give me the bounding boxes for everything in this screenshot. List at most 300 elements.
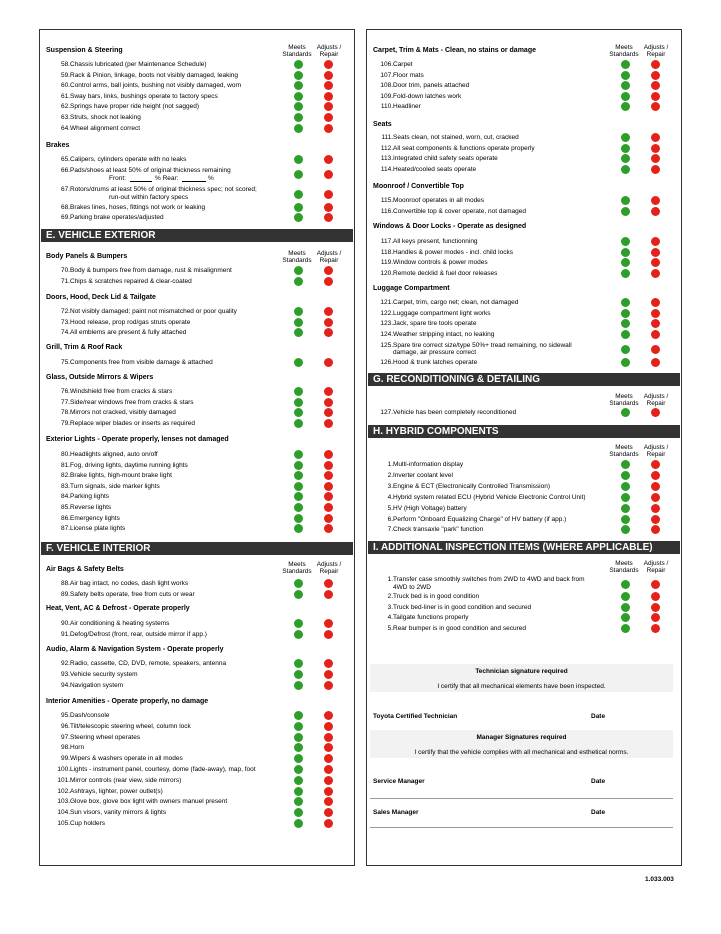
item-text: Remote decklid & fuel door releases	[393, 269, 498, 277]
item-number: 111.	[381, 134, 393, 141]
section-f-header: F. VEHICLE INTERIOR	[41, 542, 353, 555]
checklist-item	[40, 319, 354, 328]
meets-standards-dot	[294, 579, 303, 588]
meets-standards-dot	[294, 213, 303, 222]
adjusts-repair-header: Adjusts / Repair	[316, 44, 342, 58]
meets-standards-dot	[621, 196, 630, 205]
checklist-item	[40, 723, 354, 732]
meets-standards-dot	[294, 659, 303, 668]
adjusts-repair-dot	[651, 482, 660, 491]
meets-standards-dot	[621, 144, 630, 153]
checklist-item	[40, 483, 354, 492]
checklist-item	[367, 197, 681, 206]
checklist-item	[40, 329, 354, 338]
meets-standards-dot	[621, 515, 630, 524]
adjusts-repair-dot	[651, 525, 660, 534]
item-number: 6.	[387, 515, 393, 523]
checklist-item	[40, 788, 354, 797]
item-text: Transfer case smoothly switches from 2WD to 4WD and back from	[393, 576, 585, 583]
adjusts-repair-dot	[651, 613, 660, 622]
blank-line	[130, 175, 152, 182]
checklist-item	[367, 249, 681, 258]
item-number: 125.	[380, 342, 393, 349]
meets-standards-dot	[294, 787, 303, 796]
item-text: Truck bed-liner is in good condition and secured	[393, 603, 532, 611]
item-number: 7.	[387, 526, 393, 534]
item-text: Luggage compartment light works	[393, 309, 491, 317]
checklist-item	[40, 103, 354, 112]
checklist-item	[40, 809, 354, 818]
meets-standards-dot	[621, 525, 630, 534]
meets-standards-dot	[621, 60, 630, 69]
adjusts-repair-dot	[324, 328, 333, 337]
left-column	[39, 29, 355, 866]
item-number: 73.	[60, 318, 70, 326]
meets-standards-dot	[294, 681, 303, 690]
adjusts-repair-dot	[651, 269, 660, 278]
item-number: 107.	[380, 71, 393, 79]
subsection-title: Audio, Alarm & Navigation System - Operate properly	[46, 646, 224, 653]
item-text: Sun visors, vanity mirrors & lights	[70, 809, 167, 817]
item-text: Headliner	[393, 103, 421, 111]
checklist-item	[367, 310, 681, 319]
adjusts-repair-dot	[324, 113, 333, 122]
checklist-item	[40, 204, 354, 213]
checklist-item	[40, 472, 354, 481]
item-number: 72.	[60, 308, 70, 315]
meets-standards-dot	[621, 71, 630, 80]
item-number: 62.	[60, 103, 70, 111]
checklist-item	[367, 61, 681, 70]
adjusts-repair-dot	[324, 579, 333, 588]
item-number: 67.	[60, 186, 70, 193]
meets-standards-dot	[294, 492, 303, 501]
checklist-item	[40, 61, 354, 70]
meets-standards-dot	[294, 450, 303, 459]
item-text: Rear bumper is in good condition and secured	[393, 624, 526, 632]
item-number: 61.	[60, 92, 70, 100]
item-text: Lights - instrument panel, courtesy, dome (fade-away), map, foot	[70, 766, 256, 773]
adjusts-repair-dot	[324, 524, 333, 533]
item-text: Fold-down latches work	[393, 92, 462, 100]
checklist-item	[40, 156, 354, 165]
meets-standards-dot	[621, 81, 630, 90]
adjusts-repair-dot	[324, 450, 333, 459]
item-text: Hybrid system related ECU (Hybrid Vehicle Electronic Control Unit)	[393, 493, 586, 501]
item-text: Brakes lines, hoses, fittings not work or leaking	[70, 204, 206, 211]
service-manager-label: Service Manager	[373, 778, 425, 785]
adjusts-repair-header: Adjusts / Repair	[316, 561, 342, 575]
adjusts-repair-dot	[651, 493, 660, 502]
item-number: 106.	[380, 61, 393, 68]
item-text: Truck bed is in good condition	[393, 593, 480, 600]
subsection-title: Heat, Vent, AC & Defrost - Operate properly	[46, 605, 190, 612]
item-text: Sway bars, links, bushings operate to factory specs	[70, 92, 218, 100]
item-text: Calipers, cylinders operate with no leaks	[70, 156, 187, 163]
item-text: Replace wiper blades or inserts as required	[70, 419, 196, 427]
adjusts-repair-dot	[651, 592, 660, 601]
meets-standards-dot	[294, 124, 303, 133]
meets-standards-dot	[294, 358, 303, 367]
item-number: 87.	[60, 525, 70, 533]
checklist-item	[40, 671, 354, 680]
adjusts-repair-dot	[324, 318, 333, 327]
adjusts-repair-dot	[324, 670, 333, 679]
item-text: Steering wheel operates	[70, 733, 141, 741]
meets-standards-dot	[294, 170, 303, 179]
meets-standards-dot	[294, 113, 303, 122]
checklist-item	[40, 660, 354, 669]
item-text: Body & bumpers free from damage, rust & misalignment	[70, 267, 232, 274]
item-text: Perform "Onboard Equalizing Charge" of HV battery (if app.)	[393, 515, 567, 523]
item-text: Vehicle has been completely reconditioned	[393, 409, 517, 416]
checklist-item	[367, 134, 681, 143]
adjusts-repair-dot	[324, 277, 333, 286]
meets-standards-dot	[621, 298, 630, 307]
item-text: Integrated child safety seats operate	[393, 155, 498, 163]
item-text: Pads/shoes at least 50% of original thickness remaining	[70, 167, 231, 174]
item-text: Heated/cooled seats operate	[393, 165, 477, 173]
item-text: Ashtrays, lighter, power outlet(s)	[70, 787, 163, 795]
adjusts-repair-dot	[324, 722, 333, 731]
meets-standards-dot	[621, 471, 630, 480]
item-text: All keys present, functionning	[393, 238, 478, 245]
adjusts-repair-dot	[324, 419, 333, 428]
item-number: 126.	[380, 359, 393, 366]
item-number: 127.	[380, 409, 393, 416]
item-number: 89.	[60, 590, 70, 598]
item-text: Multi-information display	[393, 461, 464, 468]
item-text: Components free from visible damage & attached	[70, 359, 213, 366]
technician-label: Toyota Certified Technician	[373, 713, 458, 720]
section-g-header: G. RECONDITIONING & DETAILING	[368, 373, 680, 386]
checklist-item	[40, 744, 354, 753]
adjusts-repair-dot	[651, 580, 660, 589]
checklist-item	[40, 278, 354, 287]
item-number: 122.	[380, 309, 393, 317]
checklist-item	[367, 614, 681, 623]
section-i-header: I. ADDITIONAL INSPECTION ITEMS (WHERE APPLICABLE)	[368, 541, 680, 554]
checklist-item	[367, 238, 681, 247]
item-text: Turn signals, side marker lights	[70, 482, 160, 490]
adjusts-repair-dot	[324, 124, 333, 133]
checklist-item	[40, 420, 354, 429]
meets-standards-dot	[294, 81, 303, 90]
meets-standards-header: Meets Standards	[609, 393, 639, 407]
item-number: 79.	[60, 419, 70, 427]
item-number: 102.	[57, 787, 70, 795]
adjusts-repair-dot	[651, 196, 660, 205]
item-number: 99.	[60, 755, 70, 763]
item-number: 66.	[60, 167, 70, 174]
adjusts-repair-dot	[324, 358, 333, 367]
item-text-continued: 4WD to 2WD	[393, 584, 431, 591]
item-text: Reverse lights	[70, 504, 112, 511]
item-number: 2.	[387, 593, 393, 600]
item-number: 63.	[60, 114, 70, 121]
checklist-item	[367, 494, 681, 503]
item-text: Chips & scratches repaired & clear-coated	[70, 277, 192, 285]
technician-signature-title: Technician signature required	[475, 668, 568, 675]
adjusts-repair-dot	[324, 92, 333, 101]
meets-standards-dot	[294, 419, 303, 428]
item-text-continued: run-out within factory specs	[109, 194, 189, 201]
item-text: Weather stripping intact, no leaking	[393, 330, 495, 338]
meets-standards-dot	[294, 102, 303, 111]
item-text: Windshield free from cracks & stars	[70, 388, 173, 395]
meets-standards-dot	[294, 203, 303, 212]
subsection-title: Moonroof / Convertible Top	[373, 183, 464, 190]
item-number: 86.	[60, 514, 70, 522]
checklist-item	[367, 103, 681, 112]
item-number: 115.	[380, 197, 393, 204]
adjusts-repair-dot	[324, 819, 333, 828]
meets-standards-dot	[621, 165, 630, 174]
adjusts-repair-dot	[651, 504, 660, 513]
checklist-item	[40, 114, 354, 123]
adjusts-repair-dot	[324, 461, 333, 470]
meets-standards-dot	[294, 408, 303, 417]
item-number: 5.	[387, 504, 393, 512]
adjusts-repair-header: Adjusts / Repair	[316, 250, 342, 264]
checklist-item	[40, 82, 354, 91]
item-text: Struts, shock not leaking	[70, 114, 141, 121]
subsection-title: Seats	[373, 121, 392, 128]
item-text: Wheel alignment correct	[70, 124, 141, 132]
adjusts-repair-dot	[324, 743, 333, 752]
item-text-continued: %	[208, 175, 214, 182]
meets-standards-dot	[294, 328, 303, 337]
checklist-item	[367, 166, 681, 175]
adjusts-repair-dot	[651, 345, 660, 354]
item-text: Safety belts operate, free from cuts or wear	[70, 590, 195, 598]
meets-standards-dot	[621, 603, 630, 612]
adjusts-repair-header: Adjusts / Repair	[643, 393, 669, 407]
meets-standards-dot	[621, 345, 630, 354]
item-number: 64.	[60, 124, 70, 132]
adjusts-repair-dot	[324, 787, 333, 796]
item-text: Jack, spare tire tools operate	[393, 320, 477, 328]
subsection-title: Glass, Outside Mirrors & Wipers	[46, 374, 154, 381]
checklist-item	[367, 461, 681, 470]
sales-manager-label: Sales Manager	[373, 809, 419, 816]
checklist-item	[40, 755, 354, 764]
section-h-header: H. HYBRID COMPONENTS	[368, 425, 680, 438]
checklist-item	[367, 625, 681, 634]
separator-line	[370, 798, 673, 799]
item-text: Mirrors not cracked, visibly damaged	[70, 409, 176, 417]
item-number: 80.	[60, 451, 70, 458]
adjusts-repair-dot	[324, 398, 333, 407]
checklist-item	[40, 515, 354, 524]
adjusts-repair-dot	[324, 776, 333, 785]
item-number: 81.	[60, 461, 70, 469]
adjusts-repair-dot	[651, 81, 660, 90]
meets-standards-dot	[294, 266, 303, 275]
meets-standards-dot	[294, 482, 303, 491]
item-number: 85.	[60, 504, 70, 511]
adjusts-repair-dot	[324, 471, 333, 480]
checklist-item	[40, 451, 354, 460]
adjusts-repair-dot	[324, 808, 333, 817]
item-text: All seat components & functions operate properly	[393, 144, 535, 152]
adjusts-repair-dot	[651, 330, 660, 339]
meets-standards-dot	[621, 624, 630, 633]
adjusts-repair-dot	[324, 81, 333, 90]
checklist-item	[40, 493, 354, 502]
checklist-item	[40, 462, 354, 471]
adjusts-repair-dot	[324, 190, 333, 199]
checklist-item	[367, 472, 681, 481]
item-text: Hood release, prop rod/gas struts operate	[70, 318, 191, 326]
item-text: HV (High Voltage) battery	[393, 504, 467, 512]
adjusts-repair-dot	[651, 92, 660, 101]
item-number: 105.	[57, 820, 70, 827]
adjusts-repair-dot	[651, 102, 660, 111]
adjusts-repair-dot	[651, 298, 660, 307]
item-number: 114.	[380, 165, 393, 173]
adjusts-repair-dot	[324, 203, 333, 212]
meets-standards-dot	[294, 71, 303, 80]
meets-standards-dot	[294, 819, 303, 828]
adjusts-repair-dot	[324, 619, 333, 628]
meets-standards-dot	[621, 269, 630, 278]
adjusts-repair-dot	[324, 630, 333, 639]
item-number: 96.	[60, 722, 70, 730]
meets-standards-dot	[621, 207, 630, 216]
checklist-item	[367, 208, 681, 217]
checklist-item	[40, 504, 354, 513]
checklist-item	[40, 525, 354, 534]
manager-certification-text: I certify that the vehicle complies with all mechanical and esthetical norms.	[414, 749, 629, 756]
checklist-item	[40, 72, 354, 81]
meets-standards-dot	[621, 580, 630, 589]
adjusts-repair-dot	[324, 659, 333, 668]
meets-standards-dot	[294, 92, 303, 101]
adjusts-repair-dot	[651, 207, 660, 216]
item-text: Floor mats	[393, 71, 424, 79]
item-text: Cup holders	[70, 820, 106, 827]
item-number: 120.	[380, 269, 393, 277]
meets-standards-dot	[294, 155, 303, 164]
manager-signature-box	[370, 730, 673, 758]
item-text: Radio, cassette, CD, DVD, remote, speakers, antenna	[70, 660, 227, 667]
meets-standards-dot	[621, 248, 630, 257]
adjusts-repair-dot	[324, 765, 333, 774]
meets-standards-dot	[294, 765, 303, 774]
checklist-item	[367, 259, 681, 268]
item-number: 76.	[60, 388, 70, 395]
subsection-title: Body Panels & Bumpers	[46, 253, 128, 260]
checklist-item	[367, 145, 681, 154]
meets-standards-dot	[294, 503, 303, 512]
item-number: 112.	[380, 144, 393, 152]
item-number: 1.	[387, 461, 393, 468]
adjusts-repair-dot	[651, 133, 660, 142]
item-number: 109.	[380, 92, 393, 100]
checklist-item	[40, 682, 354, 691]
meets-standards-dot	[294, 619, 303, 628]
meets-standards-dot	[294, 524, 303, 533]
subsection-title: Windows & Door Locks - Operate as designed	[373, 223, 527, 230]
item-text: Rack & Pinion, linkage, boots not visibly damaged, leaking	[70, 71, 239, 79]
item-number: 121.	[380, 299, 393, 306]
item-text: All emblems are present & fully attached	[70, 329, 187, 337]
item-text: Brake lights, high-mount brake light	[70, 472, 172, 480]
meets-standards-dot	[621, 482, 630, 491]
adjusts-repair-dot	[324, 307, 333, 316]
adjusts-repair-dot	[324, 754, 333, 763]
item-text: Inverter coolant level	[393, 471, 453, 479]
adjusts-repair-dot	[324, 514, 333, 523]
item-text: Control arms, ball joints, bushing not visibly damaged, worn	[70, 82, 242, 90]
adjusts-repair-dot	[651, 309, 660, 318]
adjusts-repair-dot	[651, 154, 660, 163]
item-number: 1.	[387, 576, 393, 583]
adjusts-repair-dot	[651, 624, 660, 633]
meets-standards-dot	[294, 670, 303, 679]
item-text-continued: damage, air pressure correct	[393, 349, 477, 356]
item-number: 98.	[60, 744, 70, 752]
meets-standards-dot	[621, 493, 630, 502]
checklist-item	[367, 483, 681, 492]
checklist-item	[40, 409, 354, 418]
item-text: Vehicle security system	[70, 671, 138, 678]
checklist-item	[40, 399, 354, 408]
item-number: 103.	[57, 798, 70, 806]
adjusts-repair-dot	[651, 248, 660, 257]
technician-certification-text: I certify that all mechanical elements have been inspected.	[437, 683, 606, 690]
subsection-title: Brakes	[46, 142, 70, 149]
item-number: 77.	[60, 398, 70, 406]
checklist-item	[367, 331, 681, 340]
subsection-title: Air Bags & Safety Belts	[46, 566, 124, 573]
meets-standards-dot	[294, 743, 303, 752]
item-number: 100.	[57, 766, 70, 773]
meets-standards-dot	[621, 330, 630, 339]
item-number: 93.	[60, 671, 70, 678]
adjusts-repair-dot	[324, 797, 333, 806]
item-text: Defog/Defrost (front, rear, outside mirror if app.)	[70, 630, 207, 638]
section-e-header: E. VEHICLE EXTERIOR	[41, 229, 353, 242]
checklist-item	[367, 604, 681, 613]
checklist-item	[40, 308, 354, 317]
adjusts-repair-dot	[324, 170, 333, 179]
item-number: 60.	[60, 82, 70, 90]
checklist-item	[40, 820, 354, 829]
subsection-title: Luggage Compartment	[373, 285, 450, 292]
right-column	[366, 29, 682, 866]
adjusts-repair-dot	[651, 515, 660, 524]
meets-standards-dot	[294, 711, 303, 720]
item-text: Horn	[70, 744, 85, 752]
item-number: 58.	[60, 61, 70, 68]
item-number: 84.	[60, 493, 70, 501]
item-text: License plate lights	[70, 525, 126, 533]
checklist-item	[40, 631, 354, 640]
meets-standards-dot	[294, 722, 303, 731]
service-manager-date-label: Date	[591, 778, 606, 785]
checklist-item	[367, 72, 681, 81]
adjusts-repair-dot	[651, 358, 660, 367]
subsection-title: Grill, Trim & Roof Rack	[46, 344, 123, 351]
item-number: 68.	[60, 204, 70, 211]
item-text: Mirror controls (rear view, side mirrors)	[70, 776, 182, 784]
meets-standards-dot	[621, 460, 630, 469]
item-number: 117.	[380, 238, 393, 245]
item-number: 91.	[60, 630, 70, 638]
meets-standards-dot	[621, 358, 630, 367]
